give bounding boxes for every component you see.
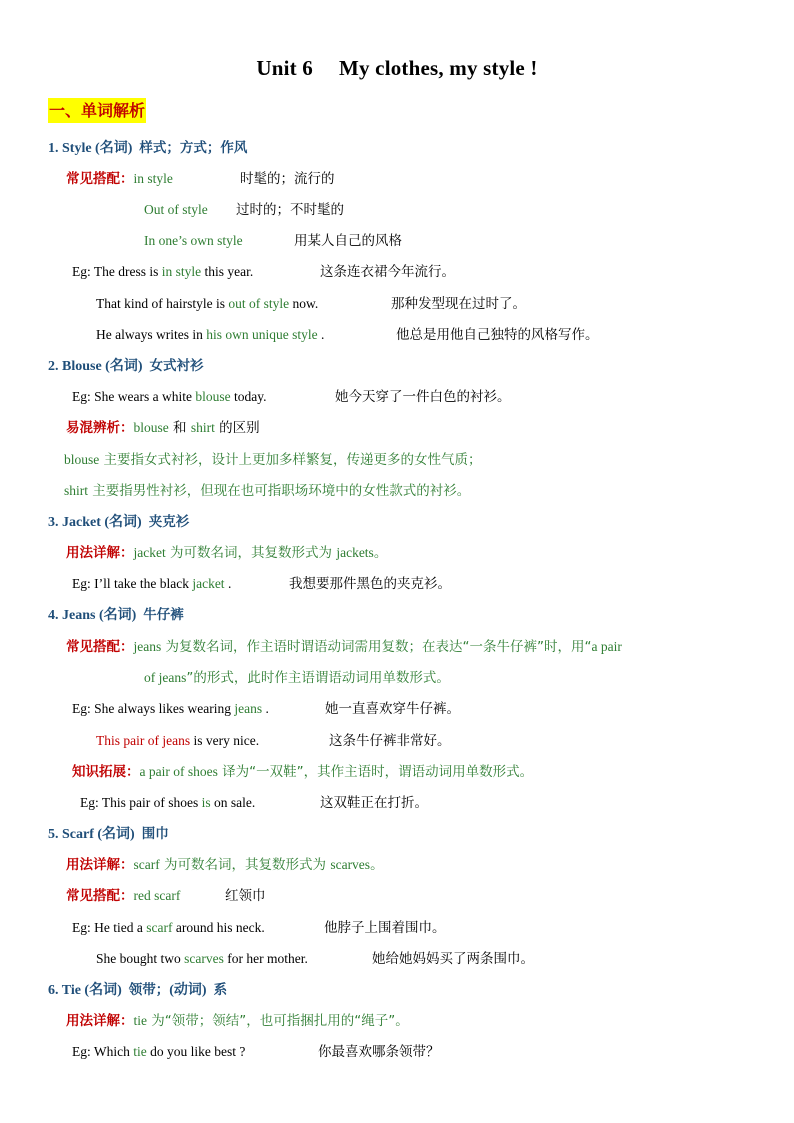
example-translation: 你最喜欢哪条领带？ (318, 1044, 440, 1060)
word-title: 2. Blouse (名词) (48, 359, 143, 374)
usage-line: 用法详解：jacket 为可数名词，其复数形式为 jackets。 (66, 545, 388, 561)
usage-line: 用法详解：scarf 为可数名词，其复数形式为 scarves。 (66, 857, 384, 873)
unit-name: My clothes, my style ! (339, 56, 538, 80)
example-translation: 她给她妈妈买了两条围巾。 (372, 951, 534, 967)
example-sentence: Eg: This pair of shoes is on sale. (80, 795, 256, 810)
label-confusion: 易混辨析： (66, 420, 134, 436)
collocation-en: Out of style (144, 202, 208, 217)
word-title: 6. Tie (名词) (48, 983, 122, 998)
word-meaning: 围巾 (141, 826, 169, 842)
example-translation: 他脖子上围着围巾。 (324, 920, 446, 936)
label-collocation: 常见搭配： (66, 639, 134, 655)
word-meaning: 夹克衫 (148, 514, 190, 530)
example-sentence: Eg: The dress is in style this year. (72, 264, 254, 279)
example-translation: 那种发型现在过时了。 (391, 296, 526, 312)
example-sentence: He always writes in his own unique style . (96, 327, 325, 342)
collocation-en: in style (133, 171, 173, 186)
label-collocation: 常见搭配： (66, 171, 134, 187)
word-meaning: 牛仔裤 (143, 607, 184, 623)
label-usage: 用法详解： (66, 545, 134, 561)
example-translation: 她一直喜欢穿牛仔裤。 (325, 701, 460, 717)
example-translation: 这双鞋正在打折。 (320, 795, 428, 811)
example-sentence: This pair of jeans is very nice. (96, 733, 260, 748)
usage-line: 用法详解：tie 为“领带；领结”，也可指捆扎用的“绳子”。 (66, 1013, 409, 1029)
example-sentence: Eg: She wears a white blouse today. (72, 389, 267, 404)
collocation-line: 常见搭配：jeans 为复数名词，作主语时谓语动词需用复数；在表达“一条牛仔裤”时，用“a pair (66, 639, 622, 655)
confusion-line: 易混辨析：blouse 和 shirt 的区别 (66, 420, 260, 436)
section-heading: 一、单词解析 (48, 98, 146, 123)
example-translation: 这条牛仔裤非常好。 (329, 733, 451, 749)
example-sentence: That kind of hairstyle is out of style now. (96, 296, 319, 311)
word-title: 3. Jacket (名词) (48, 515, 142, 530)
collocation-line-cont: of jeans”的形式，此时作主语谓语动词用单数形式。 (144, 670, 450, 686)
label-usage: 用法详解： (66, 1013, 134, 1029)
collocation-zh: 时髦的；流行的 (240, 171, 335, 187)
label-extension: 知识拓展： (72, 764, 140, 780)
example-translation: 这条连衣裙今年流行。 (320, 264, 455, 280)
word-title: 5. Scarf (名词) (48, 827, 135, 842)
collocation-line (66, 169, 173, 189)
label-usage: 用法详解： (66, 857, 134, 873)
word-title: 4. Jeans (名词) (48, 608, 137, 623)
example-translation: 他总是用他自己独特的风格写作。 (396, 327, 599, 343)
word-heading-jeans (48, 605, 184, 626)
word-heading-scarf (48, 824, 169, 845)
collocation-line: 常见搭配：red scarf (66, 888, 181, 904)
word-title: 1. Style (名词) (48, 141, 133, 156)
collocation-zh: 红领巾 (225, 888, 266, 904)
note-line: blouse 主要指女式衬衫，设计上更加多样繁复，传递更多的女性气质； (64, 452, 482, 468)
example-sentence: Eg: I’ll take the black jacket . (72, 576, 232, 591)
example-translation: 我想要那件黑色的夹克衫。 (289, 576, 451, 592)
page-title (0, 56, 794, 81)
word-heading-style (48, 138, 247, 159)
word-heading-jacket (48, 512, 189, 533)
note-line: shirt 主要指男性衬衫，但现在也可指职场环境中的女性款式的衬衫。 (64, 483, 471, 499)
word-meaning: 女式衬衫 (149, 358, 204, 374)
collocation-en: In one’s own style (144, 233, 243, 248)
word-meaning: 样式；方式；作风 (139, 140, 248, 156)
label-collocation: 常见搭配： (66, 888, 134, 904)
collocation-zh: 过时的；不时髦的 (236, 202, 344, 218)
example-sentence: She bought two scarves for her mother. (96, 951, 308, 966)
word-meaning: 领带； (128, 982, 170, 998)
collocation-zh: 用某人自己的风格 (294, 233, 402, 249)
example-sentence: Eg: Which tie do you like best ? (72, 1044, 246, 1059)
example-sentence: Eg: She always likes wearing jeans . (72, 701, 269, 716)
example-sentence: Eg: He tied a scarf around his neck. (72, 920, 265, 935)
word-heading-blouse (48, 356, 204, 377)
word-heading-tie: 6. Tie (名词) 领带；(动词) 系 (48, 982, 228, 998)
example-translation: 她今天穿了一件白色的衬衫。 (335, 389, 511, 405)
unit-number: Unit 6 (256, 56, 313, 80)
extension-line: 知识拓展：a pair of shoes 译为“一双鞋”，其作主语时，谓语动词用单数形式。 (72, 764, 534, 780)
